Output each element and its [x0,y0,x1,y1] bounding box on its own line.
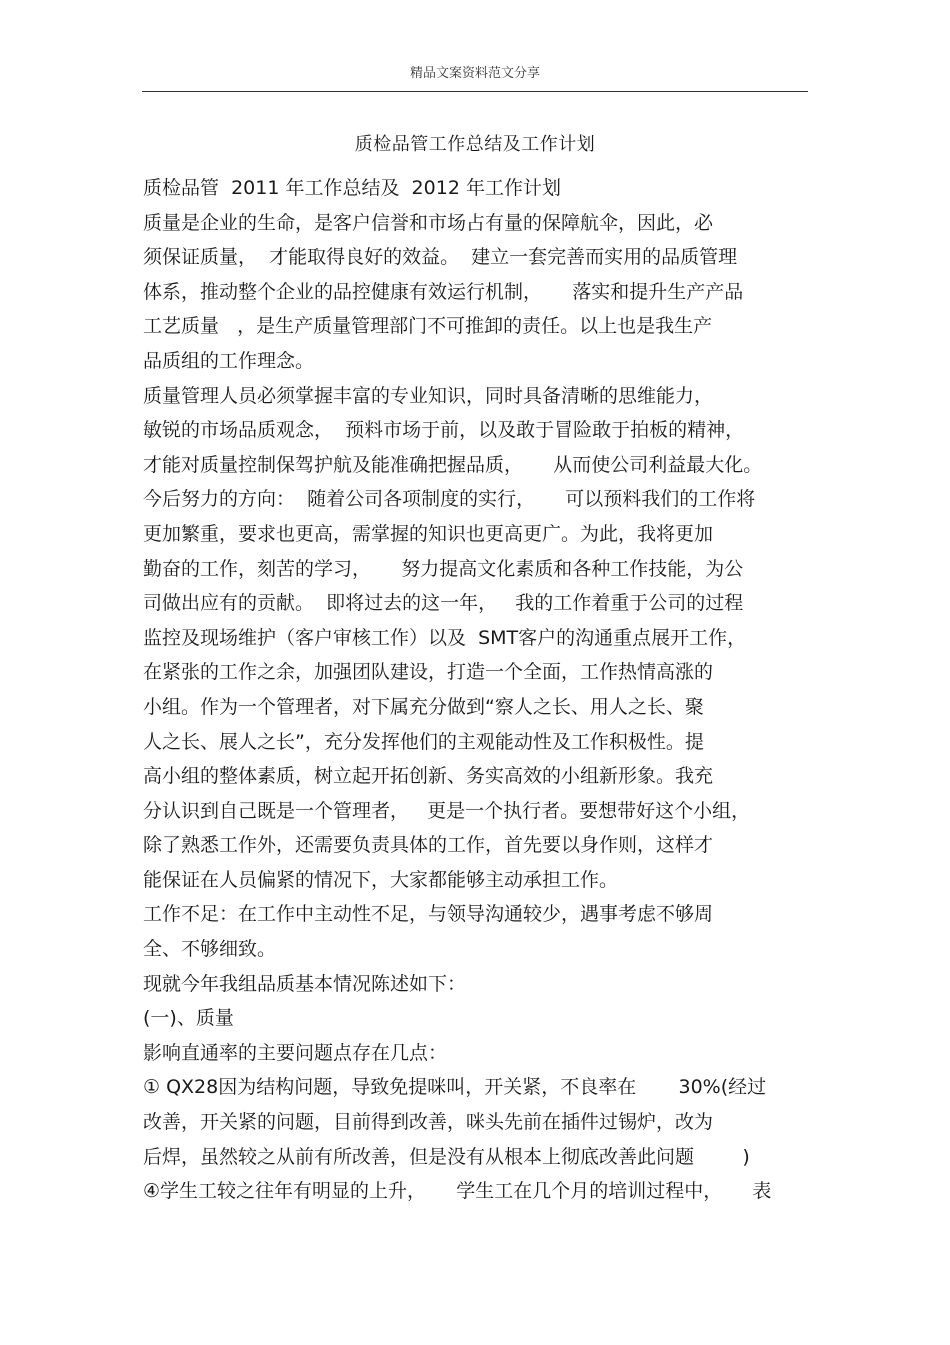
document-body [143,175,813,1213]
header-divider [142,91,808,92]
page-header: 精品文案资料范文分享 [409,66,540,81]
body-line: 更加繁重，要求也更高，需掌握的知识也更高更广。为此，我将更加 [143,522,714,545]
body-line: 高小组的整体素质，树立起开拓创新、务实高效的小组新形象。我充 [143,765,714,788]
body-line: 全、不够细致。 [143,938,277,961]
body-line: 须保证质量， 才能取得良好的效益。 建立一套完善而实用的品质管理 [143,246,738,269]
body-line: 监控及现场维护（客户审核工作）以及 SMT客户的沟通重点展开工作， [143,626,747,649]
body-line: 工作不足：在工作中主动性不足，与领导沟通较少，遇事考虑不够周 [143,903,714,926]
body-line: ④学生工较之往年有明显的上升， 学生工在几个月的培训过程中， 表 [143,1180,772,1203]
body-line: 今后努力的方向： 随着公司各项制度的实行， 可以预料我们的工作将 [143,488,756,511]
body-line: 分认识到自己既是一个管理者， 更是一个执行者。要想带好这个小组， [143,799,751,822]
body-line: 敏锐的市场品质观念， 预料市场于前，以及敢于冒险敢于拍板的精神， [143,419,745,442]
body-line: 才能对质量控制保驾护航及能准确把握品质， 从而使公司利益最大化。 [143,453,763,476]
body-line: 工艺质量 ，是生产质量管理部门不可推卸的责任。以上也是我生产 [143,315,713,338]
body-line: 司做出应有的贡献。 即将过去的这一年， 我的工作着重于公司的过程 [143,592,744,615]
body-line: 小组。作为一个管理者，对下属充分做到“察人之长、用人之长、聚 [143,695,704,718]
body-line: (一)、质量 [143,1007,234,1030]
body-line: 在紧张的工作之余，加强团队建设，打造一个全面，工作热情高涨的 [143,661,714,684]
body-line: 质量是企业的生命，是客户信誉和市场占有量的保障航伞，因此，必 [143,211,714,234]
body-line: 体系，推动整个企业的品控健康有效运行机制， 落实和提升生产产品 [143,280,744,303]
body-line: 品质组的工作理念。 [143,349,315,372]
body-line: 后焊，虽然较之从前有所改善，但是没有从根本上彻底改善此问题 ) [143,1145,750,1168]
body-line: 勤奋的工作，刻苦的学习， 努力提高文化素质和各种工作技能，为公 [143,557,744,580]
document-title: 质检品管工作总结及工作计划 [354,134,596,155]
body-line: 现就今年我组品质基本情况陈述如下： [143,972,467,995]
body-line: 人之长、展人之长”，充分发挥他们的主观能动性及工作积极性。提 [143,730,704,753]
body-line: 能保证在人员偏紧的情况下，大家都能够主动承担工作。 [143,868,619,891]
body-line: 改善，开关紧的问题，目前得到改善，咪头先前在插件过锡炉，改为 [143,1111,714,1134]
body-line: 影响直通率的主要问题点存在几点： [143,1041,448,1064]
body-line: ① QX28因为结构问题，导致免提咪叫，开关紧，不良率在 30%(经过 [143,1076,767,1099]
body-line: 质检品管 2011 年工作总结及 2012 年工作计划 [143,177,561,199]
body-line: 除了熟悉工作外，还需要负责具体的工作，首先要以身作则，这样才 [143,834,714,857]
body-line: 质量管理人员必须掌握丰富的专业知识，同时具备清晰的思维能力， [143,384,714,407]
